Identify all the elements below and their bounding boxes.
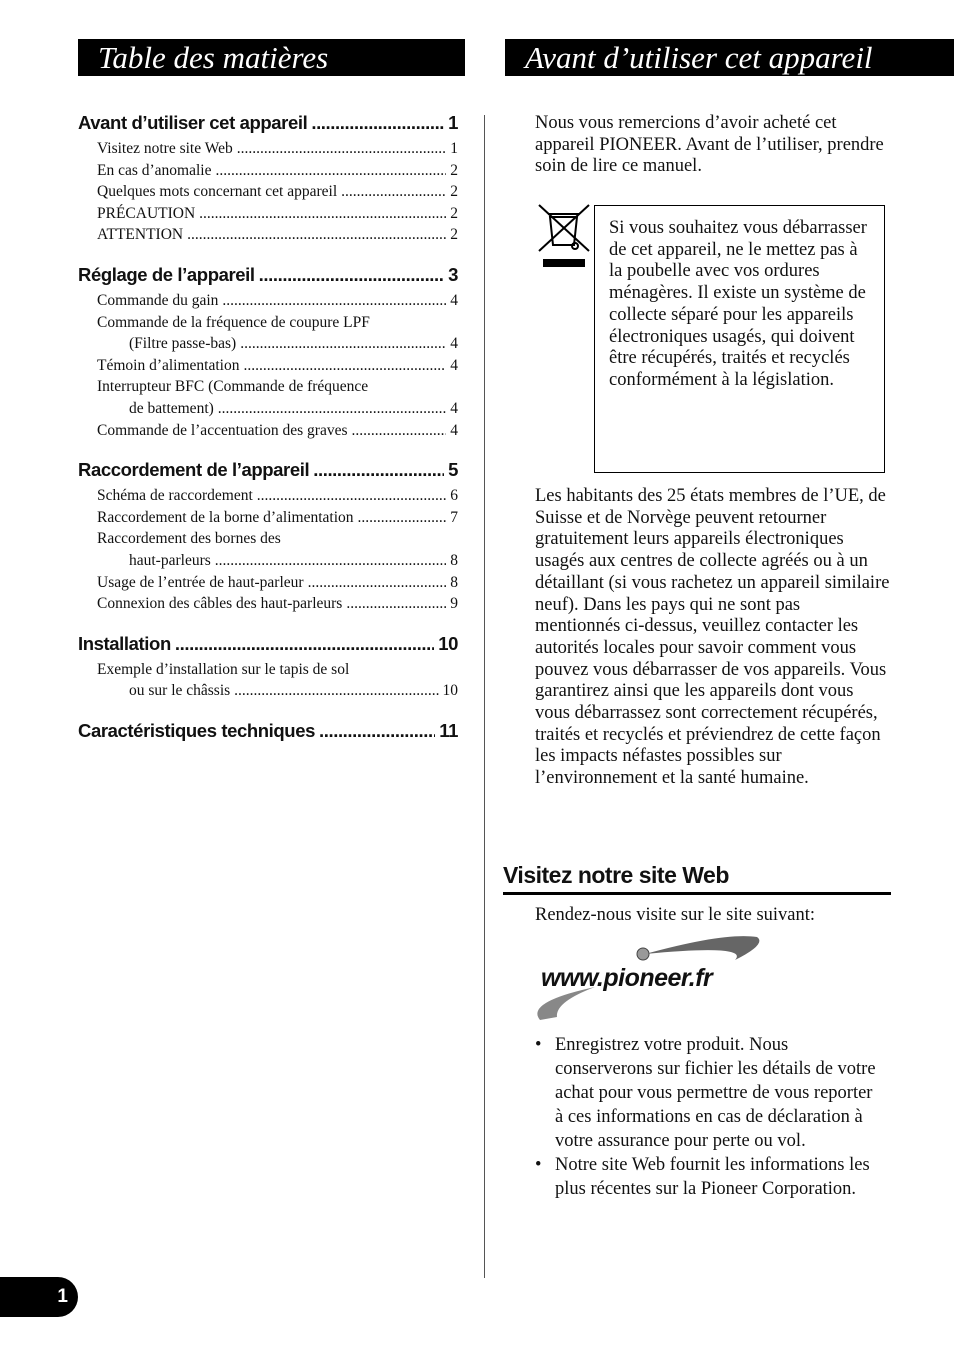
section-title: Avant d’utiliser cet appareil (505, 39, 954, 76)
toc-entry-title: Témoin d’alimentation (97, 356, 240, 374)
toc-page: 2 (450, 183, 458, 201)
dot-leader (313, 459, 444, 481)
toc-entry-title: Exemple d’installation sur le tapis de sol (97, 660, 350, 678)
toc-entry[interactable] (78, 659, 458, 702)
page-number: 1 (0, 1277, 78, 1317)
list-item: • Notre site Web fournit les informations les plus récentes sur la Pioneer Corporation. (535, 1153, 885, 1201)
toc-entry-title: PRÉCAUTION (97, 204, 196, 222)
toc-section-entry[interactable] (78, 459, 458, 485)
toc-page: 4 (450, 291, 458, 309)
dot-leader (308, 572, 447, 594)
toc-entry-continued: de battement) (129, 399, 214, 417)
table-of-contents (78, 112, 458, 764)
toc-entry[interactable] (78, 485, 458, 507)
dot-leader (319, 720, 435, 742)
website-heading: Visitez notre site Web (503, 862, 891, 895)
toc-entry-title: ATTENTION (97, 226, 184, 244)
toc-entry-continued: ou sur le châssis (129, 682, 231, 700)
toc-page: 4 (450, 421, 458, 439)
dot-leader (352, 420, 447, 442)
toc-entry[interactable] (78, 138, 458, 160)
toc-entry[interactable] (78, 572, 458, 594)
dot-leader (237, 138, 447, 160)
toc-page: 5 (448, 459, 458, 481)
dot-leader (234, 680, 438, 702)
toc-entry[interactable] (78, 203, 458, 225)
intro-paragraph: Nous vous remercions d’avoir acheté cet appareil PIONEER. Avant de l’utiliser, prendre soin de lire ce manuel. (535, 113, 884, 177)
toc-section-title: Avant d’utiliser cet appareil (78, 112, 308, 133)
toc-page: 4 (450, 335, 458, 353)
toc-entry[interactable] (78, 181, 458, 203)
weee-notice: Si vous souhaitez vous débarrasser de cet appareil, ne le mettez pas à la poubelle avec vos ordures ménagères. Il existe un système de collecte séparé pour les appareils électroniques usagés, qui doivent être récupérés, traités et recyclés conformément à la législation. (594, 205, 885, 473)
toc-entry[interactable] (78, 528, 458, 571)
toc-entry[interactable] (78, 290, 458, 312)
toc-section-title: Installation (78, 632, 171, 654)
toc-section-entry[interactable] (78, 112, 458, 138)
dot-leader (257, 485, 446, 507)
toc-entry-title: Visitez notre site Web (97, 140, 233, 157)
toc-section (78, 459, 458, 615)
column-divider (484, 115, 485, 1278)
website-benefits-list (535, 1033, 885, 1201)
toc-page: 4 (450, 399, 458, 417)
toc-entry[interactable] (78, 224, 458, 246)
toc-page: 3 (448, 263, 458, 285)
toc-section (78, 720, 458, 746)
toc-page: 7 (450, 508, 458, 526)
toc-entry-continued: (Filtre passe-bas) (129, 335, 237, 353)
toc-section (78, 633, 458, 702)
dot-leader (218, 398, 446, 420)
toc-entry-title: Commande de l’accentuation des graves (97, 421, 348, 439)
dot-leader (259, 264, 444, 286)
toc-entry[interactable] (78, 507, 458, 529)
toc-entry[interactable] (78, 420, 458, 442)
toc-section (78, 112, 458, 246)
dot-leader (187, 224, 446, 246)
toc-entry-title: Interrupteur BFC (Commande de fréquence (97, 378, 369, 396)
toc-page: 6 (450, 487, 458, 505)
toc-page: 2 (450, 161, 458, 179)
toc-page: 11 (439, 719, 458, 741)
dot-leader (243, 355, 446, 377)
toc-section-title: Réglage de l’appareil (78, 263, 255, 285)
toc-entry[interactable] (78, 160, 458, 182)
toc-entry[interactable] (78, 376, 458, 419)
dot-leader (240, 333, 446, 355)
toc-entry-title: Usage de l’entrée de haut-parleur (97, 573, 304, 591)
toc-section-entry[interactable] (78, 720, 458, 746)
logo-text: www.pioneer.fr (541, 964, 713, 992)
toc-entry-title: En cas d’anomalie (97, 161, 212, 179)
toc-page: 4 (450, 356, 458, 374)
toc-page: 1 (448, 112, 458, 133)
dot-leader (358, 507, 447, 529)
toc-section-title: Caractéristiques techniques (78, 719, 315, 741)
toc-entry-title: Quelques mots concernant cet appareil (97, 183, 338, 201)
toc-entry[interactable] (78, 593, 458, 615)
dot-leader (341, 181, 446, 203)
toc-page: 8 (450, 551, 458, 569)
toc-page: 1 (450, 140, 458, 157)
toc-section-entry[interactable] (78, 264, 458, 290)
website-intro: Rendez-nous visite sur le site suivant: (535, 905, 816, 925)
toc-entry-title: Commande du gain (97, 291, 219, 309)
toc-entry-title: Raccordement des bornes des (97, 530, 281, 548)
toc-page: 8 (450, 573, 458, 591)
toc-page: 10 (438, 632, 458, 654)
dot-leader (215, 160, 446, 182)
toc-section (78, 264, 458, 441)
toc-page: 9 (450, 595, 458, 613)
toc-entry[interactable] (78, 355, 458, 377)
list-item: • Enregistrez votre produit. Nous conserverons sur fichier les détails de votre achat pour vous permettre de vous reporter à ces informations en cas de déclaration à votre assurance pour perte ou vol. (535, 1033, 885, 1153)
toc-entry-title: Connexion des câbles des haut-parleurs (97, 595, 343, 613)
toc-section-title: Raccordement de l’appareil (78, 459, 310, 481)
toc-page: 10 (442, 682, 458, 700)
dot-leader (215, 550, 446, 572)
dot-leader (175, 633, 434, 655)
toc-entry-title: Raccordement de la borne d’alimentation (97, 508, 354, 526)
toc-entry-continued: haut-parleurs (129, 551, 211, 569)
toc-page: 2 (450, 204, 458, 222)
dot-leader (199, 203, 446, 225)
dot-leader (346, 593, 446, 615)
toc-entry-title: Schéma de raccordement (97, 487, 253, 505)
toc-section-entry[interactable] (78, 633, 458, 659)
toc-title: Table des matières (78, 39, 465, 76)
pioneer-website-logo[interactable] (535, 932, 765, 1024)
eu-recycling-paragraph: Les habitants des 25 états membres de l’UE, de Suisse et de Norvège peuvent retourner gratuitement leurs appareils électroniques usagés aux centres de collecte agréés ou à un détaillant (si vous rachetez un appareil similaire neuf). Dans les pays qui ne sont pas mentionnés ci-dessus, veuillez contacter les autorités locales pour savoir comment vous pouvez vous débarrasser de vos appareils. Vous garantirez ainsi que les appareils dont vous vous débarrassez sont correctement récupérés, traités et recyclés et préviendrez de cette façon les impacts néfastes possibles sur l’environnement et la santé humaine. (535, 486, 890, 789)
weee-bin-icon (537, 203, 592, 269)
dot-leader (222, 290, 446, 312)
toc-page: 2 (450, 226, 458, 244)
toc-entry[interactable] (78, 312, 458, 355)
toc-entry-title: Commande de la fréquence de coupure LPF (97, 313, 370, 331)
dot-leader (311, 112, 444, 134)
